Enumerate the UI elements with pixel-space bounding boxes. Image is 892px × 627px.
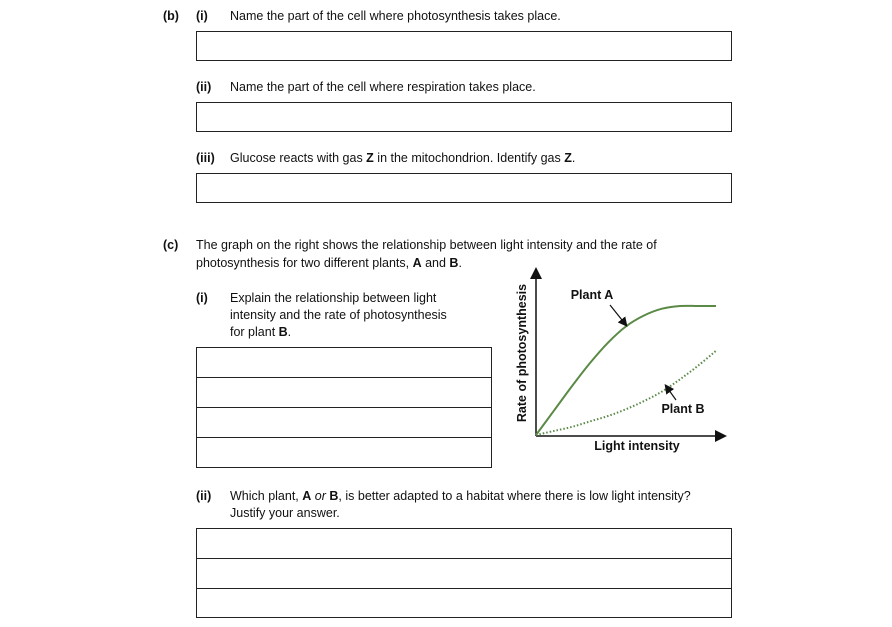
c-ii-or: or xyxy=(314,489,326,503)
answer-lines-c-ii[interactable] xyxy=(196,528,732,618)
plant-a-label: Plant A xyxy=(570,288,614,302)
c-i-plant-b: B xyxy=(278,325,288,339)
c-i-line3-end: . xyxy=(287,325,292,339)
gas-z-2: Z xyxy=(564,151,572,165)
intro-and: and xyxy=(421,256,450,270)
c-i-line3-pre: for plant xyxy=(230,325,279,339)
question-b-i-text: Name the part of the cell where photosynthesis takes place. xyxy=(230,9,561,23)
intro-plant-b: B xyxy=(449,256,459,270)
intro-line2-pre: photosynthesis for two different plants, xyxy=(196,256,413,270)
question-b-iii-number: (iii) xyxy=(196,151,215,165)
question-b-i-number: (i) xyxy=(196,9,208,23)
y-axis-label: Rate of photosynthesis xyxy=(515,283,529,423)
c-ii-pre: Which plant, xyxy=(230,489,303,503)
plant-b-pointer xyxy=(666,386,676,400)
question-b-iii-text-pre: Glucose reacts with gas xyxy=(230,151,367,165)
question-c-ii-line1 xyxy=(230,489,691,504)
x-axis-label: Light intensity xyxy=(594,439,680,453)
question-b-ii-number: (ii) xyxy=(196,80,212,94)
question-c-ii-line2: Justify your answer. xyxy=(230,506,340,520)
c-ii-plant-a: A xyxy=(302,489,312,503)
question-c-i-line3 xyxy=(230,325,291,340)
answer-line[interactable] xyxy=(197,438,491,467)
question-c-ii-number: (ii) xyxy=(196,489,212,503)
question-b-iii-text xyxy=(230,151,575,166)
part-c-intro-line1: The graph on the right shows the relationship between light intensity and the rate of xyxy=(196,238,657,252)
answer-box-b-iii[interactable] xyxy=(196,173,732,203)
answer-box-b-i[interactable] xyxy=(196,31,732,61)
c-ii-post: , is better adapted to a habitat where there is low light intensity? xyxy=(338,489,691,503)
gas-z: Z xyxy=(366,151,374,165)
part-b-label: (b) xyxy=(163,9,179,23)
question-c-i-line2: intensity and the rate of photosynthesis xyxy=(230,308,447,322)
part-c-label: (c) xyxy=(163,238,179,252)
c-ii-plant-b: B xyxy=(329,489,339,503)
part-c-intro-line2 xyxy=(196,256,462,271)
plant-b-curve xyxy=(536,351,716,435)
intro-end: . xyxy=(458,256,462,270)
answer-box-b-ii[interactable] xyxy=(196,102,732,132)
answer-line[interactable] xyxy=(197,408,491,438)
question-b-ii-text: Name the part of the cell where respiration takes place. xyxy=(230,80,536,94)
question-c-i-line1: Explain the relationship between light xyxy=(230,291,437,305)
answer-line[interactable] xyxy=(197,589,731,617)
answer-line[interactable] xyxy=(197,348,491,378)
question-b-iii-text-mid: in the mitochondrion. Identify gas xyxy=(373,151,565,165)
answer-line[interactable] xyxy=(197,559,731,589)
plant-a-pointer xyxy=(610,305,626,325)
answer-line[interactable] xyxy=(197,529,731,559)
plant-a-curve xyxy=(536,306,716,435)
plant-b-label: Plant B xyxy=(661,402,705,416)
intro-plant-a: A xyxy=(412,256,422,270)
answer-line[interactable] xyxy=(197,378,491,408)
question-c-i-number: (i) xyxy=(196,291,208,305)
question-b-iii-text-end: . xyxy=(571,151,576,165)
answer-lines-c-i[interactable] xyxy=(196,347,492,468)
